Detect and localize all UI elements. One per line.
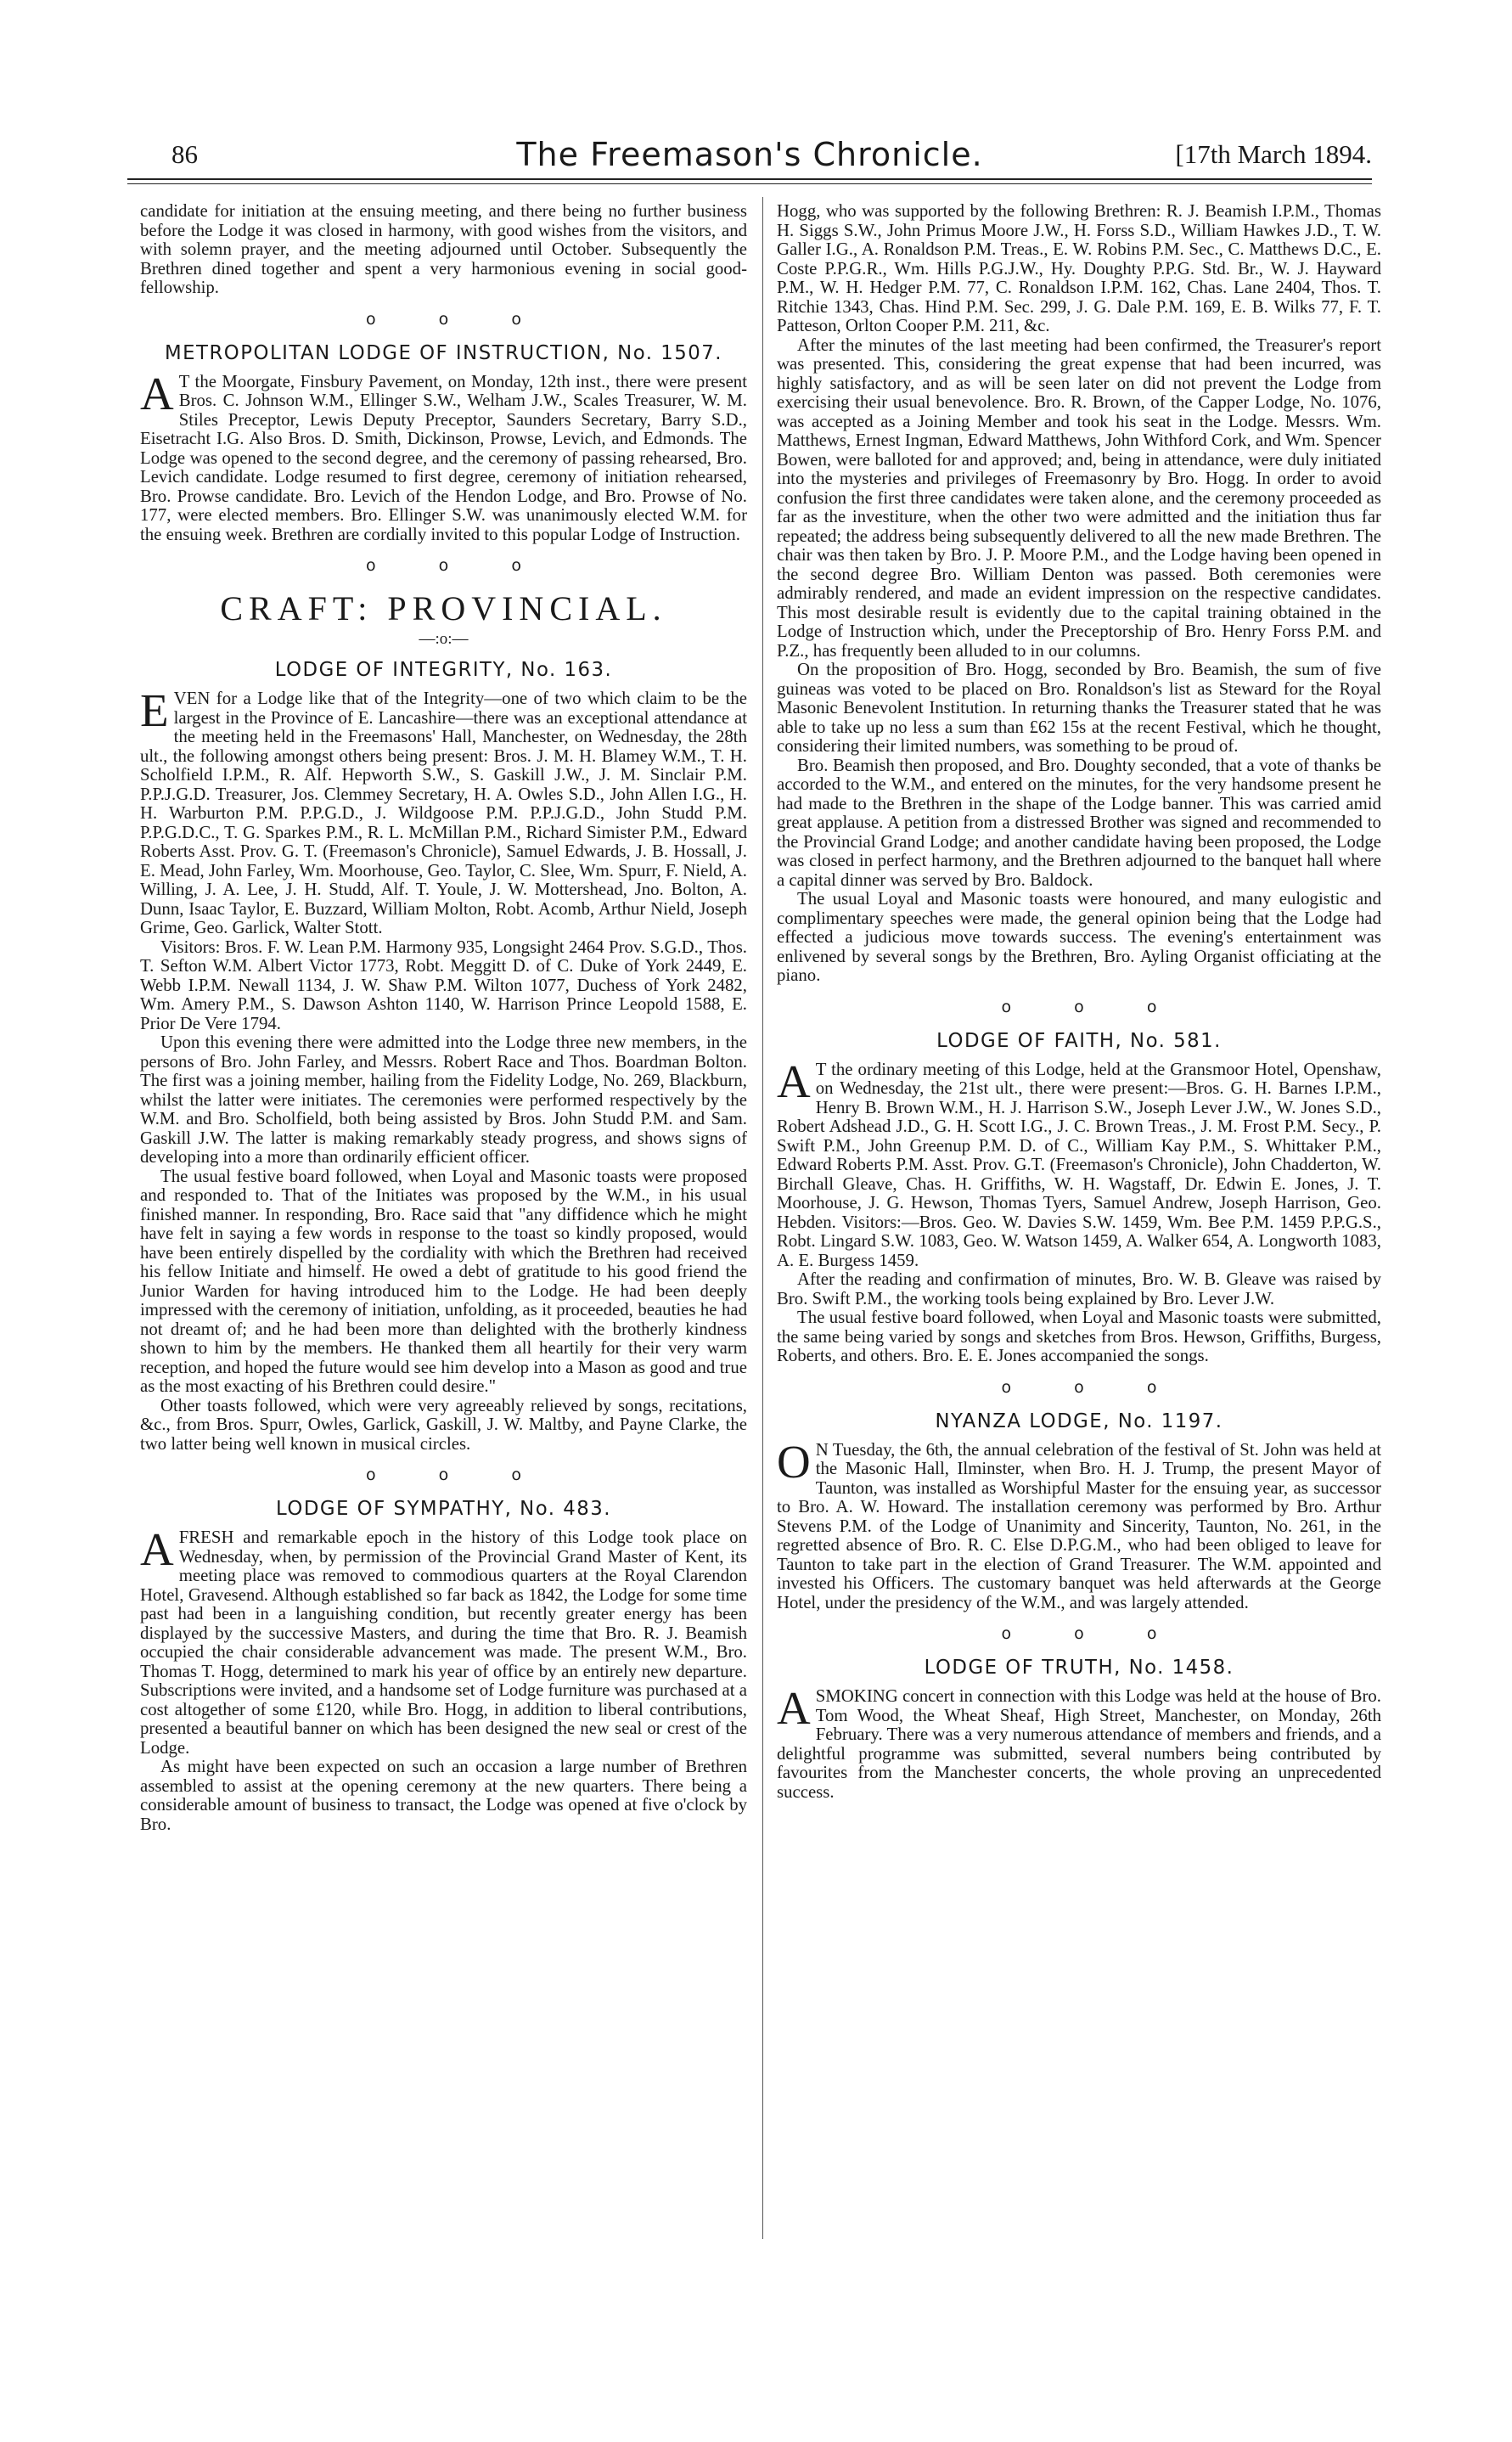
page-number: 86 [171,139,198,169]
page-header [127,136,1372,177]
heading-lodge-of-sympathy: LODGE OF SYMPATHY, No. 483. [275,1498,612,1520]
article-paragraph: T the Moorgate, Finsbury Pavement, on Monday, 12th inst., there were present Bros. C. Johnson W.M., Ellinger S.W., Welham J.W., Scales Treasurer, W. M. Stiles Preceptor, Lewis Deputy Preceptor, Saunders Secretary, Barry S.D., Eisetracht I.G. Also Bros. D. Smith, Dickinson, Prowse, Levich, and Edmonds. The Lodge was opened to the second degree, and the ceremony of passing rehearsed, Bro. Levich candidate. Lodge resumed to first degree, ceremony of initiation rehearsed, Bro. Prowse candidate. Bro. Levich of the Hendon Lodge, and Bro. Prowse of No. 177, were elected members. Bro. Ellinger S.W. was unanimously elected W.M. for the ensuing week. Brethren are cordially invited to this popular Lodge of Instruction. [140,371,747,544]
article-paragraph: VEN for a Lodge like that of the Integrity—one of two which claim to be the largest in the Province of E. Lancashire—there was an exceptional attendance at the meeting held in the Freemasons' Hall, Manchester, on Wednesday, the 28th ult., the following amongst others being present: Bros. J. M. H. Blamey W.M., T. H. Scholfield I.P.M., R. Alf. Hepworth S.W., S. Gaskill J.W., J. M. Sinclair P.M. P.P.J.G.D. Treasurer, Jos. Clemmey Secretary, H. A. Owles S.D., John Allen I.G., H. H. Warburton P.M. P.P.G.D., J. Wildgoose P.M. P.P.J.G.D., John Studd P.M. P.P.G.D.C., T. G. Sparkes P.M., R. L. McMillan P.M., Richard Simister P.M., Edward Roberts Asst. Prov. G. T. (Freemason's Chronicle), Samuel Edwards, J. B. Hossall, J. E. Mead, John Farley, Wm. Moorhouse, Geo. Taylor, C. Slee, Wm. Spurr, F. Nield, A. Willing, J. A. Lee, J. H. Studd, Alf. T. Youle, J. W. Mottershead, Jno. Bolton, A. Dunn, Isaac Taylor, E. Buzzard, William Molton, Robt. Acomb, Arthur Nield, Joseph Grime, Geo. Garlick, Walter Stott. [140,689,747,937]
drop-cap: A [140,1523,174,1575]
header-rule-thick [127,178,1372,180]
heading-lodge-of-truth: LODGE OF TRUTH, No. 1458. [924,1657,1234,1679]
section-title-craft-provincial: CRAFT: PROVINCIAL. [220,589,667,627]
section-ornament: o o o [1001,1377,1186,1397]
section-ornament: o o o [366,1466,550,1484]
right-column [777,202,1381,2248]
section-ornament: o o o [366,309,550,329]
article-paragraph: As might have been expected on such an occasion a large number of Brethren assembled to assist at the opening ceremony at the new quarters. There being a considerable amount of business to transact, the Lodge was opened at five o'clock by Bro. [140,1757,747,1834]
article-paragraph: candidate for initiation at the ensuing meeting, and there being no further business before the Lodge it was closed in harmony, with good wishes from the visitors, and with solemn prayer, and the meeting adjourned until October. Subsequently the Brethren dined together and spent a very harmonious evening in social good-fellowship. [140,202,747,297]
article-paragraph: Bro. Beamish then proposed, and Bro. Doughty seconded, that a vote of thanks be accorded to the W.M., and entered on the minutes, for the very handsome present he had made to the Brethren in the shape of the Lodge banner. This was carried amid great applause. A petition from a distressed Brother was signed and recommended to the Provincial Grand Lodge; and another candidate having been proposed, the Lodge was closed in perfect harmony, and the Brethren adjourned to the banquet hall where a capital dinner was served by Bro. Baldock. [777,755,1381,890]
heading-nyanza-lodge: NYANZA LODGE, No. 1197. [935,1409,1223,1432]
column-divider [762,197,763,2239]
article-paragraph: SMOKING concert in connection with this Lodge was held at the house of Bro. Tom Wood, the Wheat Sheaf, High Street, Manchester, on Monday, 26th February. There was a very numerous attendance of members and friends, and a delightful programme was submitted, several numbers being contributed by favourites from the Manchester concerts, the whole proving an unprecedented success. [777,1686,1381,1802]
article-paragraph: On the proposition of Bro. Hogg, seconded by Bro. Beamish, the sum of five guineas was voted to be placed on Bro. Ronaldson's list as Steward for the Royal Masonic Benevolent Institution. In returning thanks the Treasurer stated that he was able to take up no less a sum than £62 15s at the recent Festival, which he thought, considering their limited numbers, was something to be proud of. [777,660,1381,756]
drop-cap: O [777,1435,811,1488]
issue-date: [17th March 1894. [1175,139,1372,169]
drop-cap: A [140,367,174,419]
heading-lodge-of-faith: LODGE OF FAITH, No. 581. [936,1029,1222,1052]
article-paragraph: N Tuesday, the 6th, the annual celebration of the festival of St. John was held at the Masonic Hall, Ilminster, when Bro. H. J. Trump, the present Mayor of Taunton, was installed as Worshipful Master for the ensuing year, as successor to Bro. A. W. Howard. The installation ceremony was performed by Bro. Arthur Stevens P.M. of the Lodge of Unanimity and Sincerity, Taunton, No. 261, in the regretted absence of Bro. R. C. Else D.P.G.M., who had been obliged to leave for Taunton to take part in the election of Grand Treasurer. The W.M. appointed and invested his Officers. The customary banquet was held afterwards at the George Hotel, under the presidency of the W.M., and was largely attended. [777,1439,1381,1612]
article-paragraph: FRESH and remarkable epoch in the history of this Lodge took place on Wednesday, when, by permission of the Provincial Grand Master of Kent, its meeting place was removed to commodious quarters at the Royal Clarendon Hotel, Gravesend. Although established so far back as 1842, the Lodge for some time past had been in a languishing condition, but recently greater energy has been displayed by the successive Masters, and during the time that Bro. R. J. Beamish occupied the chair considerable advancement was made. The present W.M., Bro. Thomas T. Hogg, determined to mark his year of office by an entirely new departure. Subscriptions were invited, and a handsome set of Lodge furniture was purchased at a cost altogether of some £120, while Bro. Hogg, in addition to liberal contributions, presented a beautiful banner on which has been designed the new seal or crest of the Lodge. [140,1528,747,1758]
article-paragraph: After the reading and confirmation of minutes, Bro. W. B. Gleave was raised by Bro. Swift P.M., the working tools being explained by Bro. Lever J.W. [777,1269,1381,1308]
section-ornament: o o o [1001,1624,1186,1643]
section-ornament: o o o [1001,997,1186,1016]
article-paragraph: The usual Loyal and Masonic toasts were honoured, and many eulogistic and complimentary speeches were made, the general opinion being that the Lodge had effected a judicious move towards success. The evening's entertainment was enlivened by several songs by the Brethren, Bro. Ayling Organist officiating at the piano. [777,889,1381,985]
article-paragraph: The usual festive board followed, when Loyal and Masonic toasts were proposed and responded to. That of the Initiates was proposed by the W.M., in his usual finished manner. In responding, Bro. Race said that "any diffidence which he might have felt in saying a few words in response to the toast so kindly proposed, would have been entirely dispelled by the cordiality with which the Brethren had received his fellow Initiate and himself. He owed a debt of gratitude to his good friend the Junior Warden for having introduced him to the Lodge. He had been deeply impressed with the ceremony of initiation, unfolding, as it proceeded, beauties he had not dreamt of; and he had been more than delighted with the brotherly kindness shown to him by the members. He thanked them all heartily for their very warm reception, and hoped the future would see him develop into a Mason as good and true as the most exacting of his Brethren could desire." [140,1166,747,1396]
left-column [140,202,747,2248]
drop-cap: E [140,684,169,736]
heading-metropolitan-lodge: METROPOLITAN LODGE OF INSTRUCTION, No. 1507. [164,341,723,364]
article-paragraph: The usual festive board followed, when Loyal and Masonic toasts were submitted, the same being varied by songs and sketches from Bros. Hewson, Griffiths, Burgess, Roberts, and others. Bro. E. E. Jones accompanied the songs. [777,1308,1381,1365]
article-paragraph: After the minutes of the last meeting had been confirmed, the Treasurer's report was presented. This, considering the great expense that had been incurred, was highly satisfactory, and as will be seen later on did not prevent the Lodge from exercising their usual benevolence. Bro. R. Brown, of the Capper Lodge, No. 1076, was accepted as a Joining Member and took his seat in the Lodge. Messrs. Wm. Matthews, Ernest Ingman, Edward Matthews, John Withford Cork, and Wm. Spencer Bowen, were balloted for and approved; and, being in attendance, were duly initiated into the mysteries and privileges of Freemasonry by Bro. Hogg. In order to avoid confusion the first three candidates were taken alone, and the ceremony proceeded as far as the investiture, when the other two were admitted and the initiation thus far repeated; the address being subsequently delivered to all the new made Brethren. The chair was then taken by Bro. J. P. Moore P.M., and the Lodge having been opened in the second degree Bro. William Denton was passed. Both ceremonies were admirably rendered, and made an evident impression on the respective candidates. This most desirable result is evidently due to the capital training obtained in the Lodge of Instruction which, under the Preceptorship of Bro. Henry Forss P.M. and P.Z., has frequently been alluded to in our columns. [777,335,1381,661]
drop-cap: A [777,1682,811,1734]
section-ornament: o o o [366,556,550,575]
header-rule-thin [127,183,1372,184]
article-paragraph: Upon this evening there were admitted into the Lodge three new members, in the persons of Bro. John Farley, and Messrs. Robert Race and Thos. Boardman Bolton. The first was a joining member, hailing from the Fidelity Lodge, No. 269, Blackburn, whilst the latter were initiates. The ceremonies were performed respectively by the W.M. and Bro. Scholfield, both being assisted by Bros. John Studd P.M. and Sam. Gaskill J.W. The latter is making remarkably steady progress, and shows signs of developing into a more than ordinarily efficient officer. [140,1033,747,1167]
drop-cap: A [777,1055,811,1107]
masthead-title: The Freemason's Chronicle. [516,136,983,173]
article-paragraph: T the ordinary meeting of this Lodge, held at the Gransmoor Hotel, Openshaw, on Wednesday, the 21st ult., there were present:—Bros. G. H. Barnes I.P.M., Henry B. Brown W.M., H. J. Harrison S.W., Joseph Lever J.W., W. Jones S.D., Robert Adshead J.D., G. H. Scott I.G., J. C. Brown Treas., J. M. Frost P.M. Secy., P. Swift P.M., John Greenup P.M. D. of C., William Kay P.M., S. Whittaker P.M., Edward Roberts P.M. Asst. Prov. G.T. (Freemason's Chronicle), John Chadderton, W. Birchall Gleave, Chas. H. Griffiths, W. H. Wagstaff, Dr. Edwin E. Jones, J. T. Moorhouse, J. G. Hewson, Thomas Tyers, Samuel Andrew, Joseph Harrison, Geo. Hebden. Visitors:—Bros. Geo. W. Davies S.W. 1459, Wm. Bee P.M. 1459 P.P.G.S., Robt. Lingard S.W. 1083, Geo. W. Watson 1459, A. Walker 654, A. Longworth 1083, A. E. Burgess 1459. [777,1059,1381,1270]
section-divider-mark: —:o:— [419,630,469,648]
article-paragraph: Other toasts followed, which were very agreeably relieved by songs, recitations, &c., from Bros. Spurr, Owles, Garlick, Gaskill, J. W. Maltby, and Payne Clarke, the two latter being well known in musical circles. [140,1395,747,1454]
article-paragraph: Visitors: Bros. F. W. Lean P.M. Harmony 935, Longsight 2464 Prov. S.G.D., Thos. T. Sefton W.M. Albert Victor 1773, Robt. Meggitt D. of C. Duke of York 2449, E. Webb I.P.M. Newall 1134, J. W. Shaw P.M. Wilton 1077, Duchess of York 2482, Wm. Amery P.M., S. Dawson Ashton 1140, W. Harrison Prince Leopold 1588, E. Prior De Vere 1794. [140,937,747,1033]
article-paragraph: Hogg, who was supported by the following Brethren: R. J. Beamish I.P.M., Thomas H. Siggs S.W., John Primus Moore J.W., H. Forss S.D., William Hawkes J.D., T. W. Galler I.G., A. Ronaldson P.M. Treas., E. W. Robins P.M. Sec., C. Matthews D.C., E. Coste P.P.G.R., Wm. Hills P.G.J.W., Hy. Doughty P.P.G. Std. Br., W. J. Hayward P.M., W. H. Hedger P.M. 77, C. Ronaldson I.P.M. 162, Chas. Lane 2404, Thos. T. Ritchie 1343, Chas. Hind P.M. Sec. 299, J. G. Dale P.M. 169, E. B. Wilks 77, F. T. Patteson, Orlton Cooper P.M. 211, &c. [777,202,1381,335]
heading-lodge-of-integrity: LODGE OF INTEGRITY, No. 163. [274,659,613,681]
